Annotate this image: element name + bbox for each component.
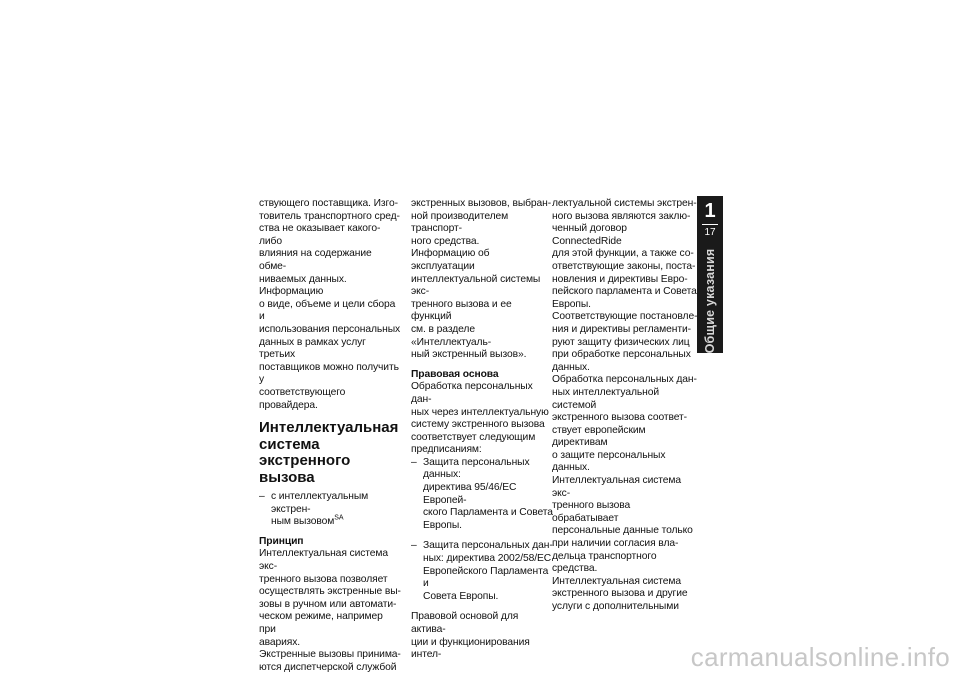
page-number: 17 (704, 227, 716, 238)
principle-paragraph-2: Экстренные вызовы принима- ются диспетчерской службой (259, 649, 401, 673)
chapter-tab (697, 196, 723, 353)
equipment-bullet (259, 491, 401, 529)
column3-paragraph-5: Интеллектуальная система экстренного вызова и другие услуги с дополнительными (552, 575, 688, 612)
column3-paragraph-1: лектуальной системы экстрен- ного вызова являются заклю- ченный договор ConnectedRide для этой функции, а также со- ответствующие законы, поста- новления и директивы Евро- пейского парламента и Совета Европы. (552, 198, 697, 310)
watermark: carmanualsonline.info (690, 642, 950, 672)
column2-paragraph-3: Обработка персональных дан- ных через интеллектуальную систему экстренного вызова соответствует следующим предписаниям: (411, 381, 549, 456)
intro-paragraph: ствующего поставщика. Изго- товитель транспортного сред- ства не оказывает какого-либо влияния на содержание обме- ниваемых данных. Информацию о виде, объеме и цели сбора и использования персональных данных в рамках услуг третьих поставщиков можно получить у соответствующего провайдера. (259, 198, 401, 411)
column3-paragraph-2: Соответствующие постановле- ния и директивы регламенти- руют защиту физических лиц при обработке персональных данных. (552, 311, 698, 373)
column2-paragraph-2: Информацию об эксплуатации интеллектуальной системы экс- тренного вызова и ее функций см. в разделе «Интеллектуаль- ный экстренный вызов». (411, 248, 541, 361)
legal-basis-heading: Правовая основа (411, 368, 499, 380)
section-heading: Интеллектуальная система экстренного вызова (259, 419, 399, 486)
text-column-1 (259, 198, 401, 674)
chapter-title: Общие указания (703, 248, 717, 354)
equipment-code: SA (334, 514, 344, 522)
column3-paragraph-4: Интеллектуальная система экс- тренного вызова обрабатывает персональные данные только при наличии согласия вла- дельца транспортного средства. (552, 475, 693, 575)
column2-paragraph-1: экстренных вызовов, выбран- ной производителем транспорт- ного средства. (411, 198, 552, 247)
column3-paragraph-3: Обработка персональных дан- ных интеллектуальной системой экстренного вызова соответ- ствует европейским директивам о защите персональных данных. (552, 374, 697, 474)
principle-heading: Принцип (259, 535, 304, 547)
text-column-2 (411, 198, 553, 662)
text-column-3 (552, 198, 698, 614)
principle-paragraph-1: Интеллектуальная система экс- тренного вызова позволяет осуществлять экстренные вы- зовы в ручном или автомати- ческом режиме, например при авариях. (259, 548, 401, 648)
chapter-number: 1 (704, 200, 716, 222)
directive-bullet-2: – Защита персональных дан- ных: директива 2002/58/EC Европейского Парламента и Совета Европы. (411, 540, 553, 603)
equipment-bullet-text: с интеллектуальным экстрен- ным вызовом (271, 491, 369, 528)
chapter-divider (702, 224, 718, 225)
column2-paragraph-4: Правовой основой для актива- ции и функционирования интел- (411, 611, 530, 661)
directive-bullet-1: – Защита персональных данных: директива 95/46/EC Европей- ского Парламента и Совета Европы. (411, 457, 553, 533)
